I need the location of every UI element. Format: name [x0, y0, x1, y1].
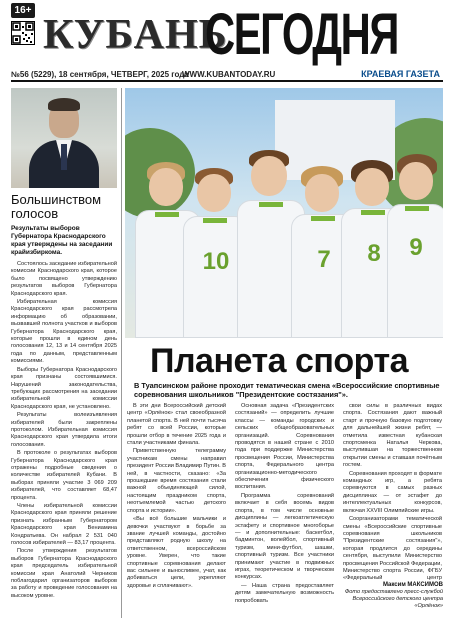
paragraph: Соревнования проходят в формате командных игр, а ребята соревнуются в самых разных дисциплинах — от эстафет до интеллектуальных конкурсов, включая XXVIII Олимпийские игры. [343, 470, 442, 514]
byline-author: Максим МАКСИМОВ [382, 582, 443, 588]
paragraph: Результаты волеизъявления избирателей были закреплены протоколом. Избирательная комиссия Краснодарского края утвердила итоги голосования. [11, 412, 117, 448]
main-story-photo [125, 88, 443, 338]
photo-child [387, 154, 443, 338]
photo-shirt-number: 10 [202, 248, 230, 275]
photo-shirt-number: 8 [367, 240, 381, 267]
paragraph: В эти дни Всероссийский детский центр «Орлёнок» стал своеобразной планетой спорта. В ней почти тысяча ребят со всей России, которые прошли отбор в течение 2025 года и стали участниками финала. [127, 403, 226, 447]
main-deck: В Туапсинском районе проходит тематическая смена «Всероссийские спортивные соревнования школьников "Президентские состязания"». [134, 381, 440, 399]
paragraph: Избирательная комиссия Краснодарского края рассмотрела информацию об образовании, вызвавшей полнота участков и выборов Губернатора Краснодарского края, которые прошли в едином день голосования 12, 13 и 14 сентября 2025 года по данным, представленным комиссиями. [11, 299, 117, 365]
qr-code-icon [11, 21, 35, 45]
photo-shirt-number: 7 [317, 246, 331, 273]
column-divider [121, 88, 122, 618]
paragraph: — Наша страна предоставляет детям замечательную возможность попробовать [235, 582, 334, 604]
paragraph: Члены избирательной комиссии Краснодарского края приняли решение признать избранным Губернатором Краснодарского края Вениамина Кондратьева. Он набрал 2 531 040 голосов избирателей — 83,17 процента. [11, 503, 117, 547]
paragraph: Соорганизаторами тематической смены «Всероссийские спортивные соревнования школьников "Президентские состязания"», которая продлится до середины сентября, выступили Министерство просвещения Российской Федерации, Министерство спорта России, ФГБУ «Федеральный центр [343, 516, 442, 582]
paragraph: В протоколе о результатах выборов Губернатора Краснодарского края отражены подробные сведения о количестве избирателей Кубани. В выборах приняли участие 3 069 209 избирателей, что составляет 68,47 процента. [11, 450, 117, 501]
masthead-divider [11, 80, 443, 82]
masthead [0, 0, 454, 79]
governor-portrait-photo [11, 88, 117, 188]
paragraph: «Вы всё большие мальчики и девочки участвуют в борьбе за звание лучшей команды, достойно представляют родную школу на ответственном, всероссийском уровне. Уверен, что такие спортивные соревнования делают вас сильнее и выносливее, учат, как добиваться цели, укрепляют здоровье и сплачивают». [127, 516, 226, 589]
paragraph: свои силы в различных видах спорта. Состязания дают важный старт и прочную базовую подготовку для дальнейшей жизни ребят, — отметила известная кубанская спортсменка Наталья Черкова, выступившая на торжественном открытии смены и ставшая почётным гостем. [343, 403, 442, 469]
paragraph: Выборы Губернатора Краснодарского края признаны состоявшимися. Нарушений законодательства, требующих рассмотрения на заседании избирательной комиссии Краснодарского края, не установлено. [11, 366, 117, 410]
site-url-link[interactable]: WWW.KUBANTODAY.RU [182, 70, 276, 79]
issue-line: №56 (5229), 18 сентября, ЧЕТВЕРГ, 2025 года [11, 70, 189, 79]
masthead-title-left: КУБАНЬ [43, 12, 228, 58]
paragraph: После утверждения результатов выборов Губернатора Краснодарского края председатель избирательной комиссии края Анатолий Черников поблагодарил организаторов выборов за работу и проведение голосования на высоком уровне. [11, 548, 117, 599]
paragraph: Программа соревнований включает в себя восемь видов спорта, в том числе основные дисциплины — легкоатлетическую эстафету и спортивное многоборье — и дополнительные: баскетбол, бадминтон, волейбол, спортивный туризм, мини-футбол, шашки, спортивный туризм. Все участники принимают участие в подвижных играх, теоретическом и творческом конкурсах. [235, 492, 334, 581]
paragraph: Основная задача «Президентских состязаний» — определить лучшие классы — команды городских и сельских общеобразовательных организаций. Соревнования проводятся в нашей стране с 2010 года при поддержке Министерства просвещения России, Министерства спорта, Федерального центра организационно-методического обеспечения физического воспитания. [235, 403, 334, 491]
main-story-column-2 [235, 403, 334, 608]
left-story-heading: Большинством голосов [11, 192, 102, 221]
photo-shirt-number: 9 [409, 234, 423, 261]
left-story-body [11, 261, 117, 621]
paragraph: Состоялось заседание избирательной комиссии Краснодарского края, которое было посвящено утверждению результатов выборов Губернатора Краснодарского края. [11, 261, 117, 297]
photo-credit: Фото предоставлено пресс-службой Всероссийского детского центра «Орлёнок» [344, 589, 443, 609]
byline [343, 582, 443, 609]
age-rating-badge: 16+ [11, 3, 35, 18]
main-story-column-3 [343, 403, 442, 583]
paper-type-label: КРАЕВАЯ ГАЗЕТА [361, 69, 440, 79]
paragraph: Приветственную телеграмму участникам смены направил президент России Владимир Путин. В ней, в частности, сказано: «За прошедшие время состязания стали важной объединяющей силой, настоящим праздником спорта, неотъемлемой частью детского спорта и истории». [127, 448, 226, 514]
left-story-lead: Результаты выборов Губернатора Краснодарского края утверждены на заседании крайизбиркома. [11, 225, 113, 256]
masthead-title-right: СЕГОДНЯ [205, 2, 398, 67]
main-story-column-1 [127, 403, 226, 608]
main-headline: Планета спорта [150, 342, 409, 380]
